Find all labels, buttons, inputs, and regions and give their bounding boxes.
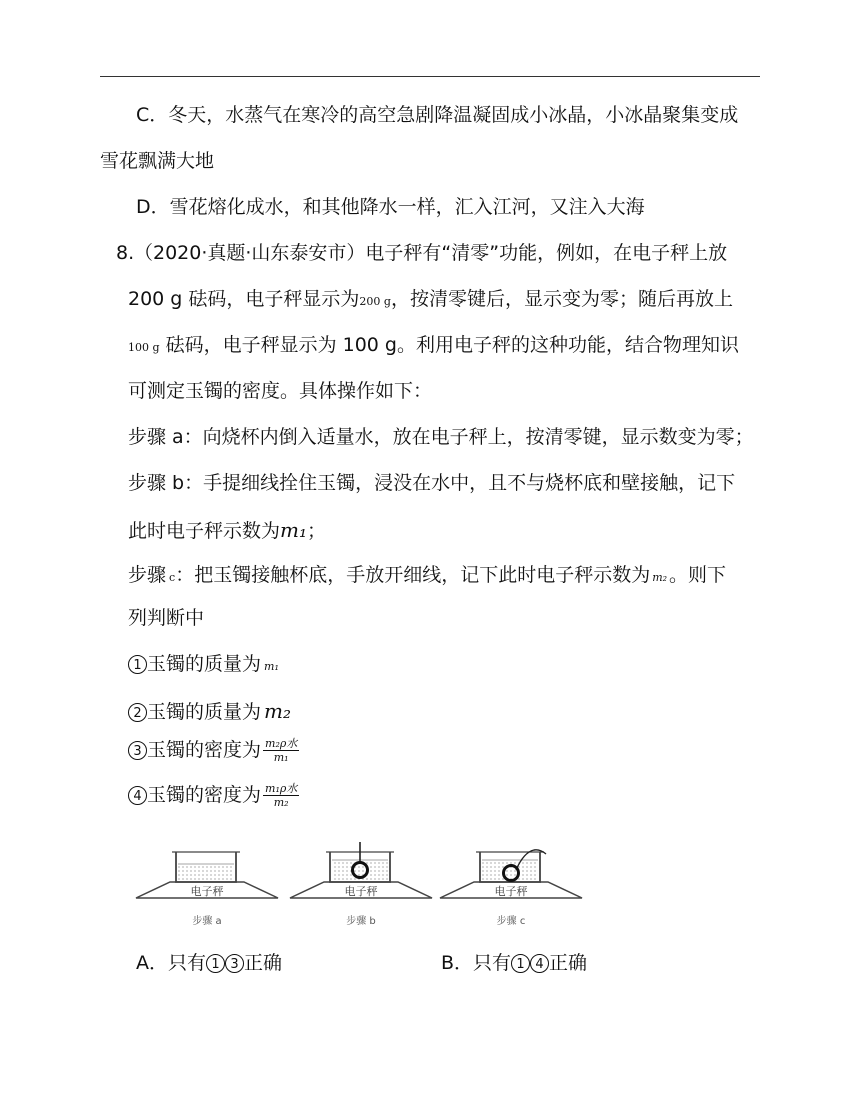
statement-1-math: m₁ bbox=[264, 660, 279, 673]
question-number: 8. bbox=[116, 242, 135, 264]
step-b2-math: m₁ bbox=[280, 518, 307, 542]
step-b2-tail: ； bbox=[307, 520, 327, 542]
option-b-suffix: 正确 bbox=[549, 952, 588, 974]
question-line1: （2020·真题·山东泰安市）电子秤有“清零”功能，例如，在电子秤上放 bbox=[134, 242, 728, 264]
statement-3-fraction bbox=[263, 737, 299, 764]
question-line3 bbox=[128, 336, 739, 355]
circled-number-2: 2 bbox=[128, 703, 147, 722]
scale-label-c: 电子秤 bbox=[494, 885, 528, 898]
step-b-line2 bbox=[128, 520, 326, 541]
caption-step-c: 步骤 c bbox=[496, 916, 526, 927]
q2-text-c: ，按清零键后，显示变为零；随后再放上 bbox=[390, 288, 733, 310]
step-c1-math: m₂ bbox=[652, 571, 668, 584]
statement-2-math: m₂ bbox=[264, 699, 291, 723]
step-c-line1 bbox=[128, 566, 726, 585]
caption-step-b: 步骤 b bbox=[346, 916, 376, 927]
q3-text: 砝码，电子秤显示为 100 g。利用电子秤的这种功能，结合物理知识 bbox=[159, 334, 739, 356]
step-c-line2: 列判断中 bbox=[128, 607, 205, 629]
scale-label-b: 电子秤 bbox=[344, 885, 378, 898]
statement-2 bbox=[128, 701, 291, 722]
step-b2-text: 此时电子秤示数为 bbox=[128, 520, 281, 542]
header-rule bbox=[100, 76, 760, 77]
option-a[interactable] bbox=[136, 954, 282, 973]
option-c-line1: C．冬天，水蒸气在寒冷的高空急剧降温凝固成小冰晶，小冰晶聚集变成 bbox=[136, 104, 739, 126]
question-line2 bbox=[128, 290, 733, 309]
step-c1-label: 步骤 bbox=[128, 564, 167, 586]
fraction-3-denominator: m₁ bbox=[273, 751, 289, 764]
option-b-prefix: B．只有 bbox=[441, 952, 512, 974]
option-a-prefix: A．只有 bbox=[136, 952, 206, 974]
step-b-apparatus bbox=[290, 842, 432, 927]
statement-4-text: 玉镯的密度为 bbox=[147, 784, 262, 806]
step-a-apparatus bbox=[136, 852, 278, 927]
option-c-line2: 雪花飘满大地 bbox=[100, 150, 215, 172]
fraction-4-denominator: m₂ bbox=[273, 796, 289, 809]
statement-1 bbox=[128, 655, 279, 674]
option-b-mark-1: 1 bbox=[511, 954, 530, 973]
scale-label-a: 电子秤 bbox=[190, 885, 224, 898]
statement-3 bbox=[128, 737, 299, 764]
fraction-4-numerator: m₁ρ水 bbox=[265, 782, 298, 795]
circled-number-1: 1 bbox=[128, 655, 147, 674]
experiment-figure bbox=[130, 838, 590, 938]
q2-text-a: 200 g 砝码，电子秤显示为 bbox=[128, 288, 360, 310]
fraction-3-numerator: m₂ρ水 bbox=[265, 737, 298, 750]
statement-1-text: 玉镯的质量为 bbox=[147, 653, 262, 675]
option-a-suffix: 正确 bbox=[244, 952, 283, 974]
step-c-apparatus bbox=[440, 850, 582, 927]
option-a-mark-1: 1 bbox=[206, 954, 225, 973]
q3-small-value: 100 g bbox=[128, 341, 160, 354]
step-a: 步骤 a：向烧杯内倒入适量水，放在电子秤上，按清零键，显示数变为零； bbox=[128, 426, 754, 448]
statement-4-fraction bbox=[263, 782, 299, 809]
step-c1-text: ：把玉镯接触杯底，手放开细线，记下此时电子秤示数为 bbox=[175, 564, 651, 586]
q2-small-value: 200 g bbox=[359, 295, 391, 308]
step-c1-letter: c bbox=[169, 571, 176, 584]
option-d: D．雪花熔化成水，和其他降水一样，汇入江河，又注入大海 bbox=[136, 196, 645, 218]
step-c1-tail: 。则下 bbox=[669, 564, 727, 586]
step-b-line1: 步骤 b：手提细线拴住玉镯，浸没在水中，且不与烧杯底和壁接触，记下 bbox=[128, 472, 736, 494]
statement-2-text: 玉镯的质量为 bbox=[147, 701, 262, 723]
statement-4 bbox=[128, 782, 299, 809]
option-a-mark-2: 3 bbox=[225, 954, 244, 973]
statement-3-text: 玉镯的密度为 bbox=[147, 739, 262, 761]
circled-number-3: 3 bbox=[128, 741, 147, 760]
option-b-mark-2: 4 bbox=[530, 954, 549, 973]
question-line4: 可测定玉镯的密度。具体操作如下： bbox=[128, 380, 433, 402]
option-b[interactable] bbox=[441, 954, 587, 973]
circled-number-4: 4 bbox=[128, 786, 147, 805]
caption-step-a: 步骤 a bbox=[192, 916, 222, 927]
